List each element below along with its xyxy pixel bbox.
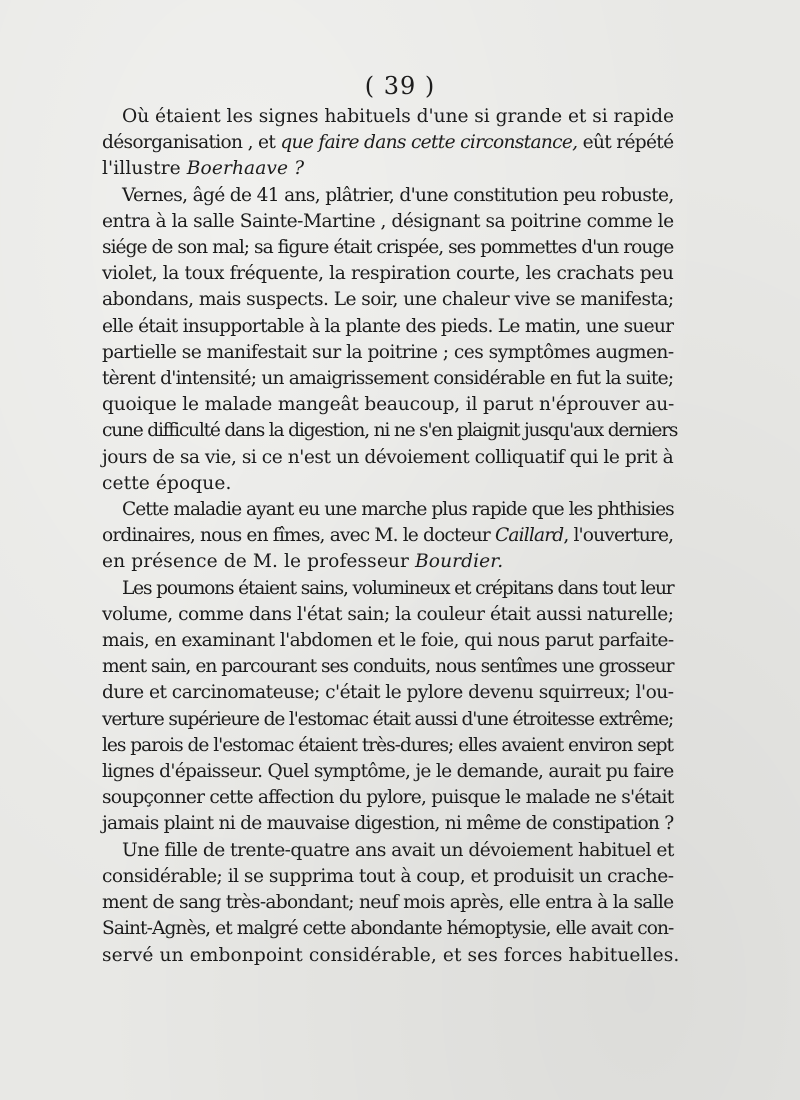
italic-text: Bourdier.: [415, 551, 504, 573]
paragraph-3: [82, 497, 680, 576]
text-line: verture supérieure de l'estomac était aussi d'une étroitesse extrême;: [102, 708, 674, 730]
text-line: Où étaient les signes habituels d'une si grande et si rapide: [122, 106, 674, 127]
italic-text: Caillard: [495, 525, 564, 547]
text-line: Cette maladie ayant eu une marche plus rapide que les phthisies: [122, 499, 674, 521]
text-line: ment sain, en parcourant ses conduits, nous sentîmes une grosseur: [102, 656, 674, 678]
text-line: cette époque.: [102, 472, 232, 494]
text-line: servé un embonpoint considérable, et ses forces habituelles.: [102, 944, 680, 966]
text-line: violet, la toux fréquente, la respiration courte, les crachats peu: [102, 263, 674, 285]
text-line: ordinaires, nous en fîmes, avec M. le docteur Caillard, l'ouverture,: [102, 525, 674, 547]
text-line: partielle se manifestait sur la poitrine ; ces symptômes augmen-: [102, 341, 674, 363]
text-line: lignes d'épaisseur. Quel symptôme, je le demande, aurait pu faire: [102, 761, 674, 783]
text-line: les parois de l'estomac étaient très-dures; elles avaient environ sept: [102, 734, 673, 756]
text-line: siége de son mal; sa figure était crispée, ses pommettes d'un rouge: [102, 237, 674, 259]
text-line: désorganisation , et que faire dans cette circonstance, eût répété: [102, 132, 674, 154]
text-line: jamais plaint ni de mauvaise digestion, ni même de constipation ?: [102, 813, 674, 835]
page-number: ( 39 ): [364, 72, 436, 100]
text-line: Saint-Agnès, et malgré cette abondante hémoptysie, elle avait con-: [102, 918, 674, 940]
paragraph-4: [82, 576, 680, 838]
text-line: cune difficulté dans la digestion, ni ne s'en plaignit jusqu'aux derniers: [102, 420, 678, 442]
text-line: soupçonner cette affection du pylore, puisque le malade ne s'était: [102, 787, 674, 809]
italic-text: que faire dans cette circonstance,: [280, 132, 578, 154]
text-line: volume, comme dans l'état sain; la couleur était aussi naturelle;: [102, 603, 674, 625]
text-line: tèrent d'intensité; un amaigrissement considérable en fut la suite;: [102, 368, 674, 390]
text-line: Vernes, âgé de 41 ans, plâtrier, d'une constitution peu robuste,: [122, 184, 674, 206]
text-line: dure et carcinomateuse; c'était le pylore devenu squirreux; l'ou-: [102, 682, 674, 704]
text-line: Les poumons étaient sains, volumineux et crépitans dans tout leur: [122, 577, 674, 599]
paragraph-5: [82, 838, 680, 969]
paragraph-1: [82, 104, 680, 183]
text-line: Une fille de trente-quatre ans avait un dévoiement habituel et: [122, 839, 674, 861]
text-line: entra à la salle Sainte-Martine , désignant sa poitrine comme le: [102, 210, 674, 232]
text-line: elle était insupportable à la plante des pieds. Le matin, une sueur: [102, 315, 674, 337]
text-line: en présence de M. le professeur Bourdier.: [102, 551, 504, 573]
text-line: considérable; il se supprima tout à coup, et produisit un crache-: [102, 865, 674, 887]
text-line: mais, en examinant l'abdomen et le foie, qui nous parut parfaite-: [102, 630, 674, 652]
text-line: jours de sa vie, si ce n'est un dévoiement colliquatif qui le prit à: [102, 446, 674, 468]
text-line: l'illustre Boerhaave ?: [102, 158, 305, 180]
paragraph-2: [82, 183, 680, 497]
italic-text: Boerhaave ?: [186, 158, 305, 180]
text-line: abondans, mais suspects. Le soir, une chaleur vive se manifesta;: [102, 289, 674, 311]
body-text: [82, 104, 680, 969]
text-line: quoique le malade mangeât beaucoup, il parut n'éprouver au-: [102, 394, 675, 416]
text-line: ment de sang très-abondant; neuf mois après, elle entra à la salle: [102, 892, 674, 914]
